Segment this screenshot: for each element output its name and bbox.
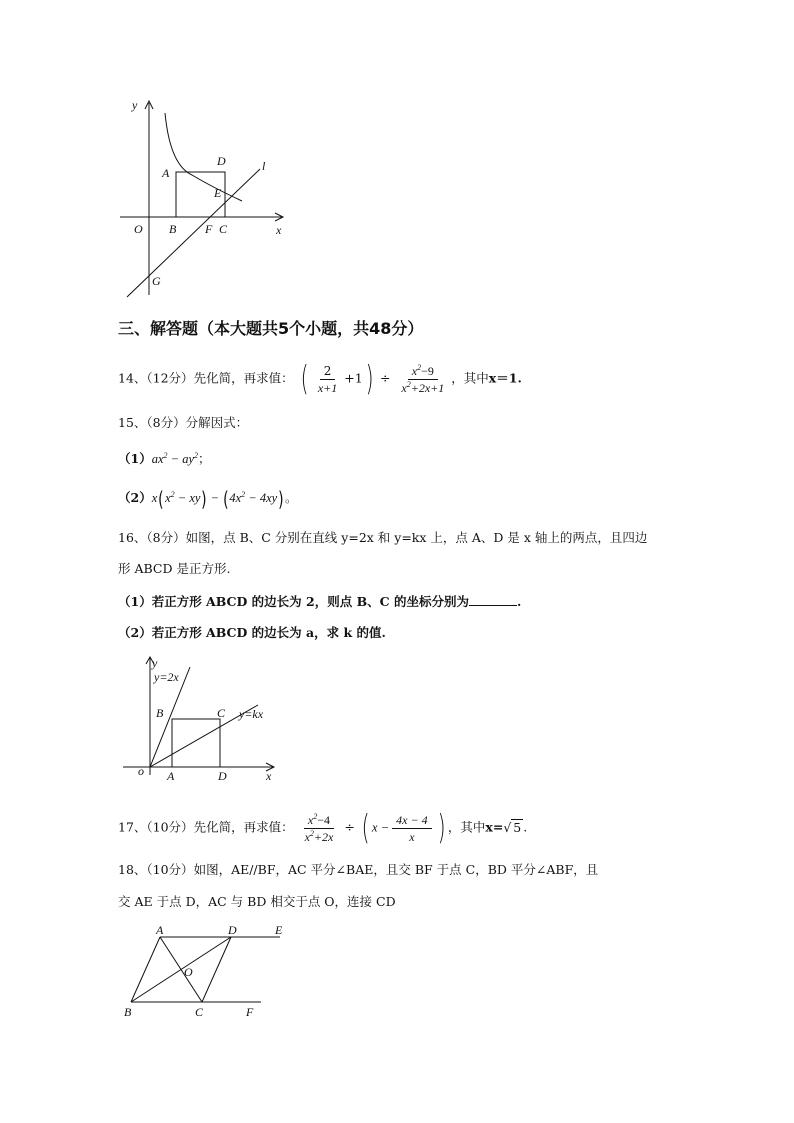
left-paren: ( — [300, 359, 309, 399]
fig3-label-C: C — [195, 1005, 204, 1019]
figure-1 — [112, 95, 292, 305]
q18-number: 18、 — [118, 862, 147, 877]
question-15-part-1 — [118, 449, 211, 469]
q14-score: （12分） — [146, 370, 194, 386]
q14-fraction-1: $\frac{2}{x+1}$ — [317, 363, 338, 395]
fig2-label-ykx: y=kx — [239, 707, 264, 721]
q16-text-1: 如图，点 B、C 分别在直线 y=2x 和 y=kx 上，点 A、D 是 x 轴上的两点，且四边 — [185, 530, 648, 545]
q14-fraction-2: $\frac{x^2-9}{x^2+2x+1}$ — [401, 362, 445, 395]
q14-text: 先化简，再求值： — [193, 370, 294, 386]
q17-number: 17、 — [118, 819, 147, 835]
q16-number: 16、 — [118, 530, 147, 545]
fig2-label-A: A — [167, 769, 175, 783]
figure-3 — [118, 922, 298, 1022]
q16-score: （8分） — [146, 530, 186, 545]
question-16-part-2 — [118, 623, 386, 643]
fig1-label-O: O — [134, 222, 143, 236]
q14-condition: x＝1. — [488, 370, 522, 386]
question-15 — [118, 413, 248, 433]
fig1-label-C: C — [219, 222, 228, 236]
q16-text-2: 形 ABCD 是正方形. — [118, 561, 231, 576]
fig3-label-O: O — [184, 965, 193, 979]
q15-p1-label: （1） — [118, 451, 152, 466]
question-17 — [118, 808, 528, 848]
q16-answer-blank[interactable] — [469, 593, 517, 606]
fig1-label-G: G — [152, 274, 161, 288]
q14-plus-one: +1 — [344, 370, 363, 386]
question-16-line-1 — [118, 528, 647, 548]
q17-text: 先化简，再求值： — [193, 819, 294, 835]
fig2-label-y2x: y=2x — [154, 670, 179, 684]
fig1-label-l: l — [262, 159, 266, 173]
q18-line-2: 交 AE 于点 D，AC 与 BD 相交于点 O，连接 CD — [118, 894, 396, 909]
q15-p2-label: （2） — [118, 490, 152, 505]
question-18-line-2 — [118, 892, 396, 912]
right-paren: ) — [365, 359, 374, 399]
q15-p2-expr: $x(x^2 - xy) - (4x^2 - 4xy)$ — [151, 487, 284, 512]
q17-end: . — [523, 819, 528, 835]
q16-p1-end: . — [516, 594, 522, 609]
q17-x: x − — [372, 820, 390, 835]
fig1-label-B: B — [169, 222, 177, 236]
fig1-label-E: E — [214, 186, 222, 200]
fig1-label-A: A — [162, 166, 170, 180]
question-16-part-1 — [118, 592, 521, 612]
q17-divide: ÷ — [344, 819, 355, 835]
q15-text: 分解因式： — [185, 415, 249, 430]
q14-number: 14、 — [118, 370, 147, 386]
q17-fraction-2: $\frac{4x - 4}{x}$ — [392, 813, 431, 844]
q17-fraction-1: $\frac{x^2-4}{x^2+2x}$ — [304, 811, 334, 844]
question-15-part-2 — [118, 487, 298, 512]
q17-score: （10分） — [146, 819, 194, 835]
q16-p2: （2）若正方形 ABCD 的边长为 a，求 k 的值. — [118, 625, 386, 640]
question-14 — [118, 359, 522, 399]
fig2-label-B: B — [156, 706, 164, 720]
fig3-label-B: B — [124, 1005, 132, 1019]
q18-score: （10分） — [146, 862, 194, 877]
q15-p1-expr: $ax^2 - ay^2$ — [151, 450, 198, 466]
fig2-label-C: C — [217, 706, 226, 720]
q14-tail: ，其中 — [451, 370, 489, 386]
q15-p2-end: 。 — [285, 490, 298, 505]
q15-number: 15、 — [118, 415, 147, 430]
q17-tail: ，其中 — [447, 819, 486, 835]
q14-divide: ÷ — [379, 370, 391, 386]
right-paren: ) — [437, 808, 446, 848]
fig2-label-D: D — [218, 769, 227, 783]
fig1-label-F: F — [205, 222, 213, 236]
fig1-label-x: x — [276, 223, 282, 237]
left-paren: ( — [361, 808, 370, 848]
fig2-label-x: x — [266, 769, 272, 783]
q17-condition: x= — [485, 819, 504, 835]
figure-2 — [118, 655, 283, 785]
fig3-label-E: E — [275, 923, 283, 937]
fig3-label-A: A — [156, 923, 164, 937]
section-title: 三、解答题（本大题共5个小题，共48分） — [118, 319, 424, 338]
q15-score: （8分） — [146, 415, 186, 430]
q18-line-1: 如图，AE//BF，AC 平分∠BAE，且交 BF 于点 C，BD 平分∠ABF，且 — [193, 862, 599, 877]
question-18-line-1 — [118, 860, 598, 880]
q15-p1-end: ； — [198, 451, 211, 466]
fig2-label-o: o — [138, 764, 144, 778]
sqrt-symbol: √ 5 — [503, 820, 522, 835]
fig3-label-F: F — [246, 1005, 254, 1019]
fig1-label-D: D — [217, 154, 226, 168]
fig2-label-y: y — [152, 656, 158, 670]
fig3-label-D: D — [228, 923, 237, 937]
fig1-label-y: y — [132, 98, 138, 112]
q16-p1: （1）若正方形 ABCD 的边长为 2，则点 B、C 的坐标分别为 — [118, 594, 469, 609]
question-16-line-2 — [118, 559, 230, 579]
